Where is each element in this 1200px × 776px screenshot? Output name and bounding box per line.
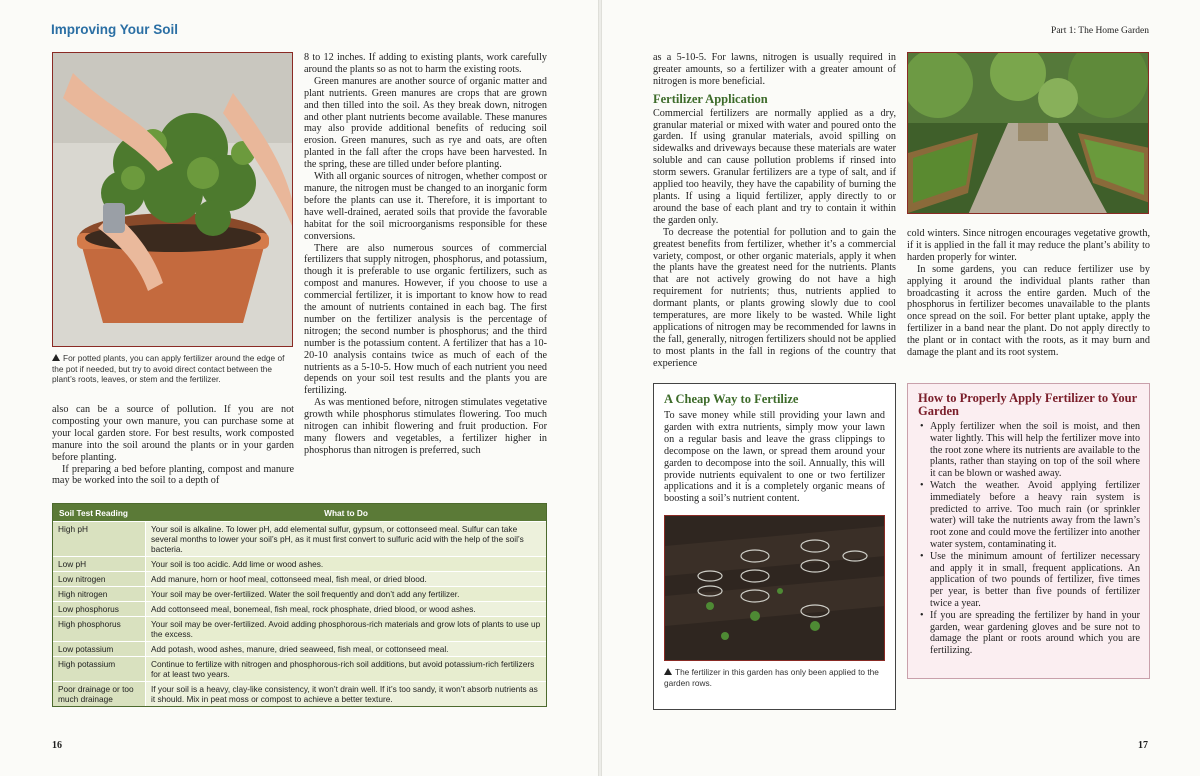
reading-cell: Poor drainage or too much drainage (53, 682, 146, 706)
header-soil-test-reading: Soil Test Reading (59, 507, 128, 518)
action-cell: Add manure, horn or hoof meal, cottonseed meal, fish meal, or dried blood. (146, 572, 546, 586)
table-row (53, 521, 546, 556)
caption-text: The fertilizer in this garden has only been applied to the garden rows. (664, 667, 879, 688)
potted-plant-photo (52, 52, 293, 347)
paragraph: In some gardens, you can reduce fertilizer use by applying it around the individual plants rather than broadcasting it across the entire garden. Much of the phosphorus in fertilizer becomes unavailable to the plants once spread on the soil. For better plant uptake, apply the fertilizer in a band near the plant. Do not apply directly to the plant or in contact with the roots, as it may burn and damage the plant and its root system. (907, 263, 1150, 359)
page-number: 17 (1138, 740, 1148, 751)
paragraph: With all organic sources of nitrogen, whether compost or manure, the nitrogen must be changed to an inorganic form before the plants can use it. Therefore, it is important to have well-drained, aerated soils that provide the favorable habitat for the soil microorganisms responsible for these conversions. (304, 171, 547, 242)
table-row (53, 656, 546, 681)
header-what-to-do: What to Do (324, 507, 368, 518)
tips-list (918, 421, 1140, 657)
table-row (53, 556, 546, 571)
table-header (53, 504, 546, 521)
garden-rows-photo (664, 515, 885, 661)
table-row (53, 571, 546, 586)
tip-item: • Apply fertilizer when the soil is moist, and then water lightly. This will help the fertilizer move into the root zone where its nutrients are available to the plants, rather than staying on top of the soil where it can be blown or washed away. (918, 421, 1140, 480)
reading-cell: Low nitrogen (53, 572, 146, 586)
paragraph: as a 5-10-5. For lawns, nitrogen is usually required in greater amounts, so a fertilizer with a greater amount of nitrogen is more beneficial. (653, 52, 896, 87)
right-column-1 (653, 52, 896, 370)
action-cell: Add cottonseed meal, bonemeal, fish meal, rock phosphate, dried blood, or wood ashes. (146, 602, 546, 616)
paragraph: To decrease the potential for pollution and to gain the greatest benefits from fertilizer, whether it’s a commercial variety, compost, or other organic materials, apply it when the plants have the greatest need for the nutrients. Plants that are not actively growing do not have a high requirement for nutrients; thus, nutrients applied to dormant plants, or plants growing slowly due to cool temperatures, are more likely to be wasted. While light applications of nitrogen may be recommended for lawns in the fall, generally, nitrogen fertilizers should not be applied to most plants in the fall in regions of the country that experience (653, 226, 896, 369)
action-cell: Continue to fertilize with nitrogen and phosphorous-rich soil additions, but avoid potassium-rich fertilizers for at least two years. (146, 657, 546, 681)
raised-beds-illustration (908, 53, 1149, 214)
paragraph: If preparing a bed before planting, compost and manure may be worked into the soil to a depth of (52, 463, 294, 487)
right-column-2 (907, 228, 1150, 359)
paragraph: 8 to 12 inches. If adding to existing plants, work carefully around the plants so as not to harm the existing roots. (304, 52, 547, 75)
action-cell: If your soil is a heavy, clay-like consistency, it won’t drain well. If it’s too sandy, it won’t absorb nutrients as it should. Mix in peat moss or compost to achieve a better texture. (146, 682, 546, 706)
paragraph: As was mentioned before, nitrogen stimulates vegetative growth while phosphorus stimulates flowering. Too much nitrogen can inhibit flowering and fruit production. For many flowers and vegetables, a fertilizer higher in phosphorus than nitrogen is preferred, such (304, 397, 547, 456)
sidebar-title: How to Properly Apply Fertilizer to Your Garden (918, 391, 1137, 418)
table-row (53, 586, 546, 601)
raised-beds-photo (907, 52, 1149, 214)
section-heading: Fertilizer Application (653, 91, 768, 106)
caption-triangle-icon (664, 668, 672, 675)
action-cell: Add potash, wood ashes, manure, dried seaweed, fish meal, or cottonseed meal. (146, 642, 546, 656)
potted-plant-illustration (53, 53, 293, 347)
left-column-1 (52, 404, 294, 487)
paragraph: Green manures are another source of organic matter and plant nutrients. Green manures are crops that are grown and then tilled into the soil. As they break down, nitrogen and other plant nutrients become available. These manures may also provide additional benefits of reducing soil erosion. Green manures, such as rye and oats, are often planted in the fall after the crops have been harvested. In the spring, these are tilled under before planting. (304, 75, 547, 171)
tip-item: • Watch the weather. Avoid applying fertilizer immediately before a heavy rain system is predicted to arrive. Too much rain (or sprinkler water) will take the nutrients away from the lawn’s root zone and could move the fertilizer into another water system, contaminating it. (918, 480, 1140, 551)
left-column-2 (304, 52, 547, 457)
running-part-title: Part 1: The Home Garden (1051, 26, 1149, 36)
sidebar-text: To save money while still providing your lawn and garden with extra nutrients, simply mow your lawn on a regular basis and leave the grass clippings to decompose on the lawn, or spread them around your garden to decompose into the soil. Annually, this will provide nutrients equivalent to one or two fertilizer applications and it is a completely organic means of boosting a soil’s nutrient content. (664, 410, 885, 505)
page-number: 16 (52, 740, 62, 751)
table-row (53, 681, 546, 706)
garden-rows-illustration (665, 516, 885, 661)
reading-cell: High nitrogen (53, 587, 146, 601)
caption-text: For potted plants, you can apply fertilizer around the edge of the pot if needed, but try to avoid direct contact between the plant’s roots, leaves, or stem and the fertilizer. (52, 353, 285, 384)
paragraph: There are also numerous sources of commercial fertilizers that supply nitrogen, phosphorus, and potassium, though it is preferable to use organic fertilizers, such as compost and manures. However, if you choose to use a commercial fertilizer, it is important to know how to read the amount of nutrients contained in each bag. The first number on the fertilizer analysis is the percentage of nitrogen; the second number is phosphorus; and the third number is the potassium content. A fertilizer that has a 10-20-10 analysis contains twice as much of each of the nutrients as a 5-10-5. How much of each nutrient you need depends on your soil test results and the plants you are fertilizing. (304, 242, 547, 397)
sidebar-title: A Cheap Way to Fertilize (664, 392, 799, 406)
reading-cell: High phosphorus (53, 617, 146, 641)
table-row (53, 616, 546, 641)
tip-item: • If you are spreading the fertilizer by hand in your garden, wear gardening gloves and be sure not to damage the plant or roots around which you are fertilizing. (918, 610, 1140, 657)
garden-rows-caption (664, 667, 885, 688)
action-cell: Your soil is alkaline. To lower pH, add elemental sulfur, gypsum, or cottonseed meal. Sulfur can take several months to lower your soil’s pH, as it must first convert to sulfuric acid with the help of the soil’s bacteria. (146, 522, 546, 556)
running-title: Improving Your Soil (51, 22, 179, 37)
soil-test-table (52, 503, 547, 707)
action-cell: Your soil may be over-fertilized. Avoid adding phosphorous-rich materials and grow lots of plants to use up the excess. (146, 617, 546, 641)
right-page (602, 0, 1200, 776)
paragraph: also can be a source of pollution. If you are not composting your own manure, you can purchase some at your local garden store. For best results, work composted manure into the soil around the plants or in your garden before planting. (52, 404, 294, 463)
reading-cell: Low potassium (53, 642, 146, 656)
left-page (0, 0, 598, 776)
reading-cell: Low pH (53, 557, 146, 571)
reading-cell: High pH (53, 522, 146, 556)
action-cell: Your soil may be over-fertilized. Water the soil frequently and don’t add any fertilizer. (146, 587, 546, 601)
how-to-apply-sidebar (907, 383, 1150, 679)
action-cell: Your soil is too acidic. Add lime or wood ashes. (146, 557, 546, 571)
reading-cell: Low phosphorus (53, 602, 146, 616)
paragraph: Commercial fertilizers are normally applied as a dry, granular material or mixed with water and poured onto the garden. If using granular materials, avoid spilling on sidewalks and driveways because these materials are water soluble and can cause pollution problems if rinsed into storm sewers. Granular fertilizers are a type of salt, and if applied too heavily, they have the capability of burning the plants. If using a liquid fertilizer, apply directly to or around the base of each plant and try to contain it within the garden only. (653, 107, 896, 226)
caption-triangle-icon (52, 354, 60, 361)
cheap-way-sidebar (653, 383, 896, 710)
reading-cell: High potassium (53, 657, 146, 681)
table-row (53, 641, 546, 656)
table-row (53, 601, 546, 616)
paragraph: cold winters. Since nitrogen encourages vegetative growth, if it is applied in the fall it may reduce the plant’s ability to harden properly for winter. (907, 228, 1150, 263)
table-body (53, 521, 546, 706)
tip-item: • Use the minimum amount of fertilizer necessary and apply it in small, frequent applications. An application of two pounds of fertilizer, five times per year, is better than five pounds of fertilizer twice a year. (918, 551, 1140, 610)
pot-photo-caption (52, 353, 294, 385)
